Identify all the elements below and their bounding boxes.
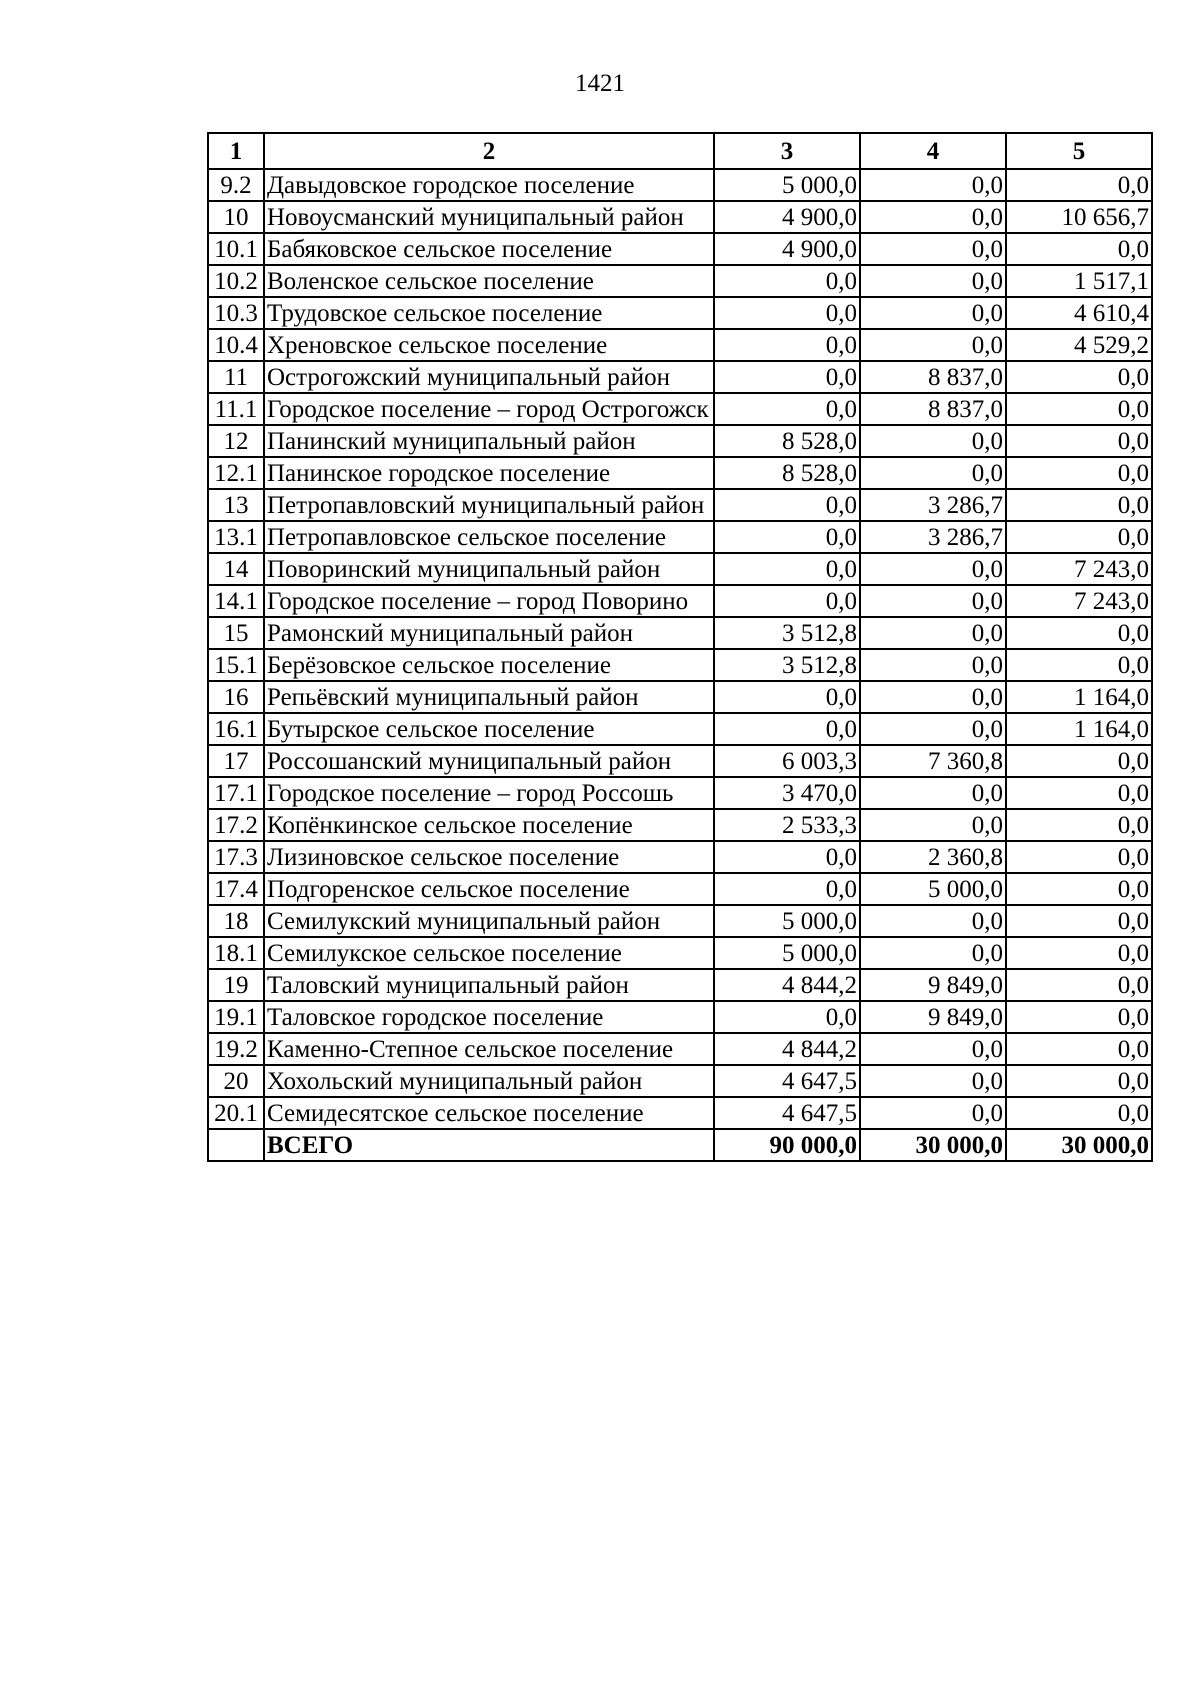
total-number [208,1129,264,1161]
row-col-3: 3 470,0 [714,777,860,809]
row-name: Семилукское сельское поселение [264,937,714,969]
row-col-5: 10 656,7 [1006,201,1152,233]
row-col-5: 0,0 [1006,617,1152,649]
table-row [208,489,1152,521]
table-row [208,585,1152,617]
row-number: 10.1 [208,233,264,265]
row-col-5: 0,0 [1006,1033,1152,1065]
row-col-4: 0,0 [860,201,1006,233]
row-col-3: 3 512,8 [714,617,860,649]
table-row [208,969,1152,1001]
row-name: Острогожский муниципальный район [264,361,714,393]
row-col-4: 0,0 [860,713,1006,745]
row-col-4: 8 837,0 [860,393,1006,425]
table-row [208,873,1152,905]
table-row [208,361,1152,393]
row-col-5: 0,0 [1006,937,1152,969]
row-col-5: 1 164,0 [1006,681,1152,713]
row-number: 9.2 [208,169,264,201]
row-col-4: 0,0 [860,777,1006,809]
header-col-1: 1 [208,133,264,169]
table-row [208,905,1152,937]
row-col-5: 7 243,0 [1006,585,1152,617]
table-row [208,841,1152,873]
row-col-4: 0,0 [860,1065,1006,1097]
row-number: 13 [208,489,264,521]
row-name: Воленское сельское поселение [264,265,714,297]
table-row [208,809,1152,841]
row-col-4: 3 286,7 [860,521,1006,553]
row-col-3: 2 533,3 [714,809,860,841]
row-col-3: 0,0 [714,681,860,713]
table-row [208,1001,1152,1033]
row-col-4: 0,0 [860,169,1006,201]
row-col-5: 0,0 [1006,969,1152,1001]
row-col-3: 0,0 [714,841,860,873]
row-name: Городское поселение – город Россошь [264,777,714,809]
row-col-4: 7 360,8 [860,745,1006,777]
row-col-5: 0,0 [1006,745,1152,777]
row-name: Поворинский муниципальный район [264,553,714,585]
row-col-5: 0,0 [1006,841,1152,873]
row-number: 19.1 [208,1001,264,1033]
row-number: 16.1 [208,713,264,745]
row-col-3: 5 000,0 [714,937,860,969]
row-col-3: 0,0 [714,393,860,425]
table-row [208,1033,1152,1065]
row-name: Рамонский муниципальный район [264,617,714,649]
header-col-2: 2 [264,133,714,169]
row-col-3: 4 844,2 [714,1033,860,1065]
row-number: 20 [208,1065,264,1097]
table-row [208,1097,1152,1129]
row-name: Городское поселение – город Острогожск [264,393,714,425]
row-name: Бабяковское сельское поселение [264,233,714,265]
row-name: Хреновское сельское поселение [264,329,714,361]
row-col-4: 8 837,0 [860,361,1006,393]
row-col-4: 0,0 [860,617,1006,649]
row-name: Таловское городское поселение [264,1001,714,1033]
row-col-4: 0,0 [860,681,1006,713]
table-row [208,521,1152,553]
row-col-4: 0,0 [860,329,1006,361]
row-number: 16 [208,681,264,713]
row-col-3: 5 000,0 [714,169,860,201]
row-col-5: 0,0 [1006,169,1152,201]
row-col-5: 0,0 [1006,809,1152,841]
row-col-5: 1 164,0 [1006,713,1152,745]
row-name: Новоусманский муниципальный район [264,201,714,233]
table-header-row [208,133,1152,169]
row-name: Россошанский муниципальный район [264,745,714,777]
row-number: 12.1 [208,457,264,489]
table-row [208,233,1152,265]
table-row [208,745,1152,777]
row-col-3: 4 900,0 [714,233,860,265]
row-number: 18 [208,905,264,937]
row-col-5: 0,0 [1006,649,1152,681]
row-name: Давыдовское городское поселение [264,169,714,201]
table-row [208,265,1152,297]
row-name: Трудовское сельское поселение [264,297,714,329]
row-col-5: 1 517,1 [1006,265,1152,297]
row-col-4: 5 000,0 [860,873,1006,905]
row-col-3: 8 528,0 [714,457,860,489]
row-col-5: 0,0 [1006,1097,1152,1129]
row-name: Семидесятское сельское поселение [264,1097,714,1129]
row-col-3: 0,0 [714,1001,860,1033]
row-col-4: 9 849,0 [860,1001,1006,1033]
header-col-3: 3 [714,133,860,169]
table-row [208,425,1152,457]
row-col-5: 7 243,0 [1006,553,1152,585]
table-row [208,297,1152,329]
row-name: Лизиновское сельское поселение [264,841,714,873]
table-row [208,553,1152,585]
row-col-4: 3 286,7 [860,489,1006,521]
row-number: 11.1 [208,393,264,425]
row-name: Петропавловское сельское поселение [264,521,714,553]
total-col-4: 30 000,0 [860,1129,1006,1161]
row-col-5: 0,0 [1006,873,1152,905]
row-name: Хохольский муниципальный район [264,1065,714,1097]
table-row [208,777,1152,809]
table-row [208,457,1152,489]
row-name: Таловский муниципальный район [264,969,714,1001]
row-number: 10.2 [208,265,264,297]
row-col-4: 0,0 [860,937,1006,969]
row-col-3: 6 003,3 [714,745,860,777]
table-row [208,393,1152,425]
row-col-5: 0,0 [1006,489,1152,521]
row-name: Бутырское сельское поселение [264,713,714,745]
row-number: 19.2 [208,1033,264,1065]
row-name: Городское поселение – город Поворино [264,585,714,617]
row-col-4: 0,0 [860,265,1006,297]
row-number: 13.1 [208,521,264,553]
row-col-3: 0,0 [714,873,860,905]
row-number: 17 [208,745,264,777]
row-col-4: 0,0 [860,1033,1006,1065]
total-row [208,1129,1152,1161]
row-col-3: 0,0 [714,585,860,617]
row-col-4: 0,0 [860,905,1006,937]
row-col-3: 4 844,2 [714,969,860,1001]
table-row [208,649,1152,681]
row-col-4: 0,0 [860,457,1006,489]
row-col-3: 4 900,0 [714,201,860,233]
row-col-5: 0,0 [1006,361,1152,393]
row-number: 11 [208,361,264,393]
row-name: Каменно-Степное сельское поселение [264,1033,714,1065]
row-name: Панинское городское поселение [264,457,714,489]
row-number: 12 [208,425,264,457]
table-row [208,937,1152,969]
row-name: Копёнкинское сельское поселение [264,809,714,841]
table-row [208,617,1152,649]
row-col-5: 0,0 [1006,393,1152,425]
row-number: 20.1 [208,1097,264,1129]
total-col-3: 90 000,0 [714,1129,860,1161]
table-body [208,169,1152,1161]
table-row [208,713,1152,745]
total-label: ВСЕГО [264,1129,714,1161]
row-col-4: 0,0 [860,233,1006,265]
row-col-3: 8 528,0 [714,425,860,457]
row-col-3: 0,0 [714,329,860,361]
row-col-5: 0,0 [1006,905,1152,937]
row-col-5: 0,0 [1006,425,1152,457]
table-row [208,169,1152,201]
row-col-5: 0,0 [1006,457,1152,489]
page-number: 1421 [575,70,625,97]
row-number: 10.4 [208,329,264,361]
row-col-5: 0,0 [1006,1065,1152,1097]
row-number: 14.1 [208,585,264,617]
row-col-5: 0,0 [1006,777,1152,809]
row-name: Подгоренское сельское поселение [264,873,714,905]
row-col-4: 0,0 [860,425,1006,457]
row-number: 15.1 [208,649,264,681]
row-col-3: 4 647,5 [714,1097,860,1129]
row-number: 10.3 [208,297,264,329]
row-number: 10 [208,201,264,233]
row-col-5: 4 529,2 [1006,329,1152,361]
header-col-4: 4 [860,133,1006,169]
row-number: 15 [208,617,264,649]
row-col-3: 0,0 [714,265,860,297]
row-col-5: 0,0 [1006,521,1152,553]
row-col-4: 2 360,8 [860,841,1006,873]
row-col-4: 9 849,0 [860,969,1006,1001]
table-row [208,329,1152,361]
row-col-3: 0,0 [714,553,860,585]
table-row [208,681,1152,713]
allocation-table [207,132,1153,1162]
row-col-4: 0,0 [860,297,1006,329]
row-col-3: 0,0 [714,361,860,393]
row-col-5: 0,0 [1006,233,1152,265]
row-number: 18.1 [208,937,264,969]
row-col-3: 0,0 [714,713,860,745]
row-col-3: 5 000,0 [714,905,860,937]
row-col-3: 0,0 [714,489,860,521]
table-row [208,201,1152,233]
row-col-4: 0,0 [860,553,1006,585]
row-col-4: 0,0 [860,649,1006,681]
row-col-3: 0,0 [714,297,860,329]
row-col-5: 0,0 [1006,1001,1152,1033]
row-name: Петропавловский муниципальный район [264,489,714,521]
row-number: 17.1 [208,777,264,809]
row-col-3: 3 512,8 [714,649,860,681]
row-number: 17.4 [208,873,264,905]
header-col-5: 5 [1006,133,1152,169]
row-name: Семилукский муниципальный район [264,905,714,937]
row-col-4: 0,0 [860,1097,1006,1129]
row-name: Репьёвский муниципальный район [264,681,714,713]
row-col-4: 0,0 [860,809,1006,841]
row-name: Берёзовское сельское поселение [264,649,714,681]
row-col-5: 4 610,4 [1006,297,1152,329]
row-name: Панинский муниципальный район [264,425,714,457]
row-number: 17.2 [208,809,264,841]
row-col-3: 0,0 [714,521,860,553]
row-number: 14 [208,553,264,585]
row-col-4: 0,0 [860,585,1006,617]
row-number: 19 [208,969,264,1001]
table-row [208,1065,1152,1097]
row-number: 17.3 [208,841,264,873]
total-col-5: 30 000,0 [1006,1129,1152,1161]
row-col-3: 4 647,5 [714,1065,860,1097]
